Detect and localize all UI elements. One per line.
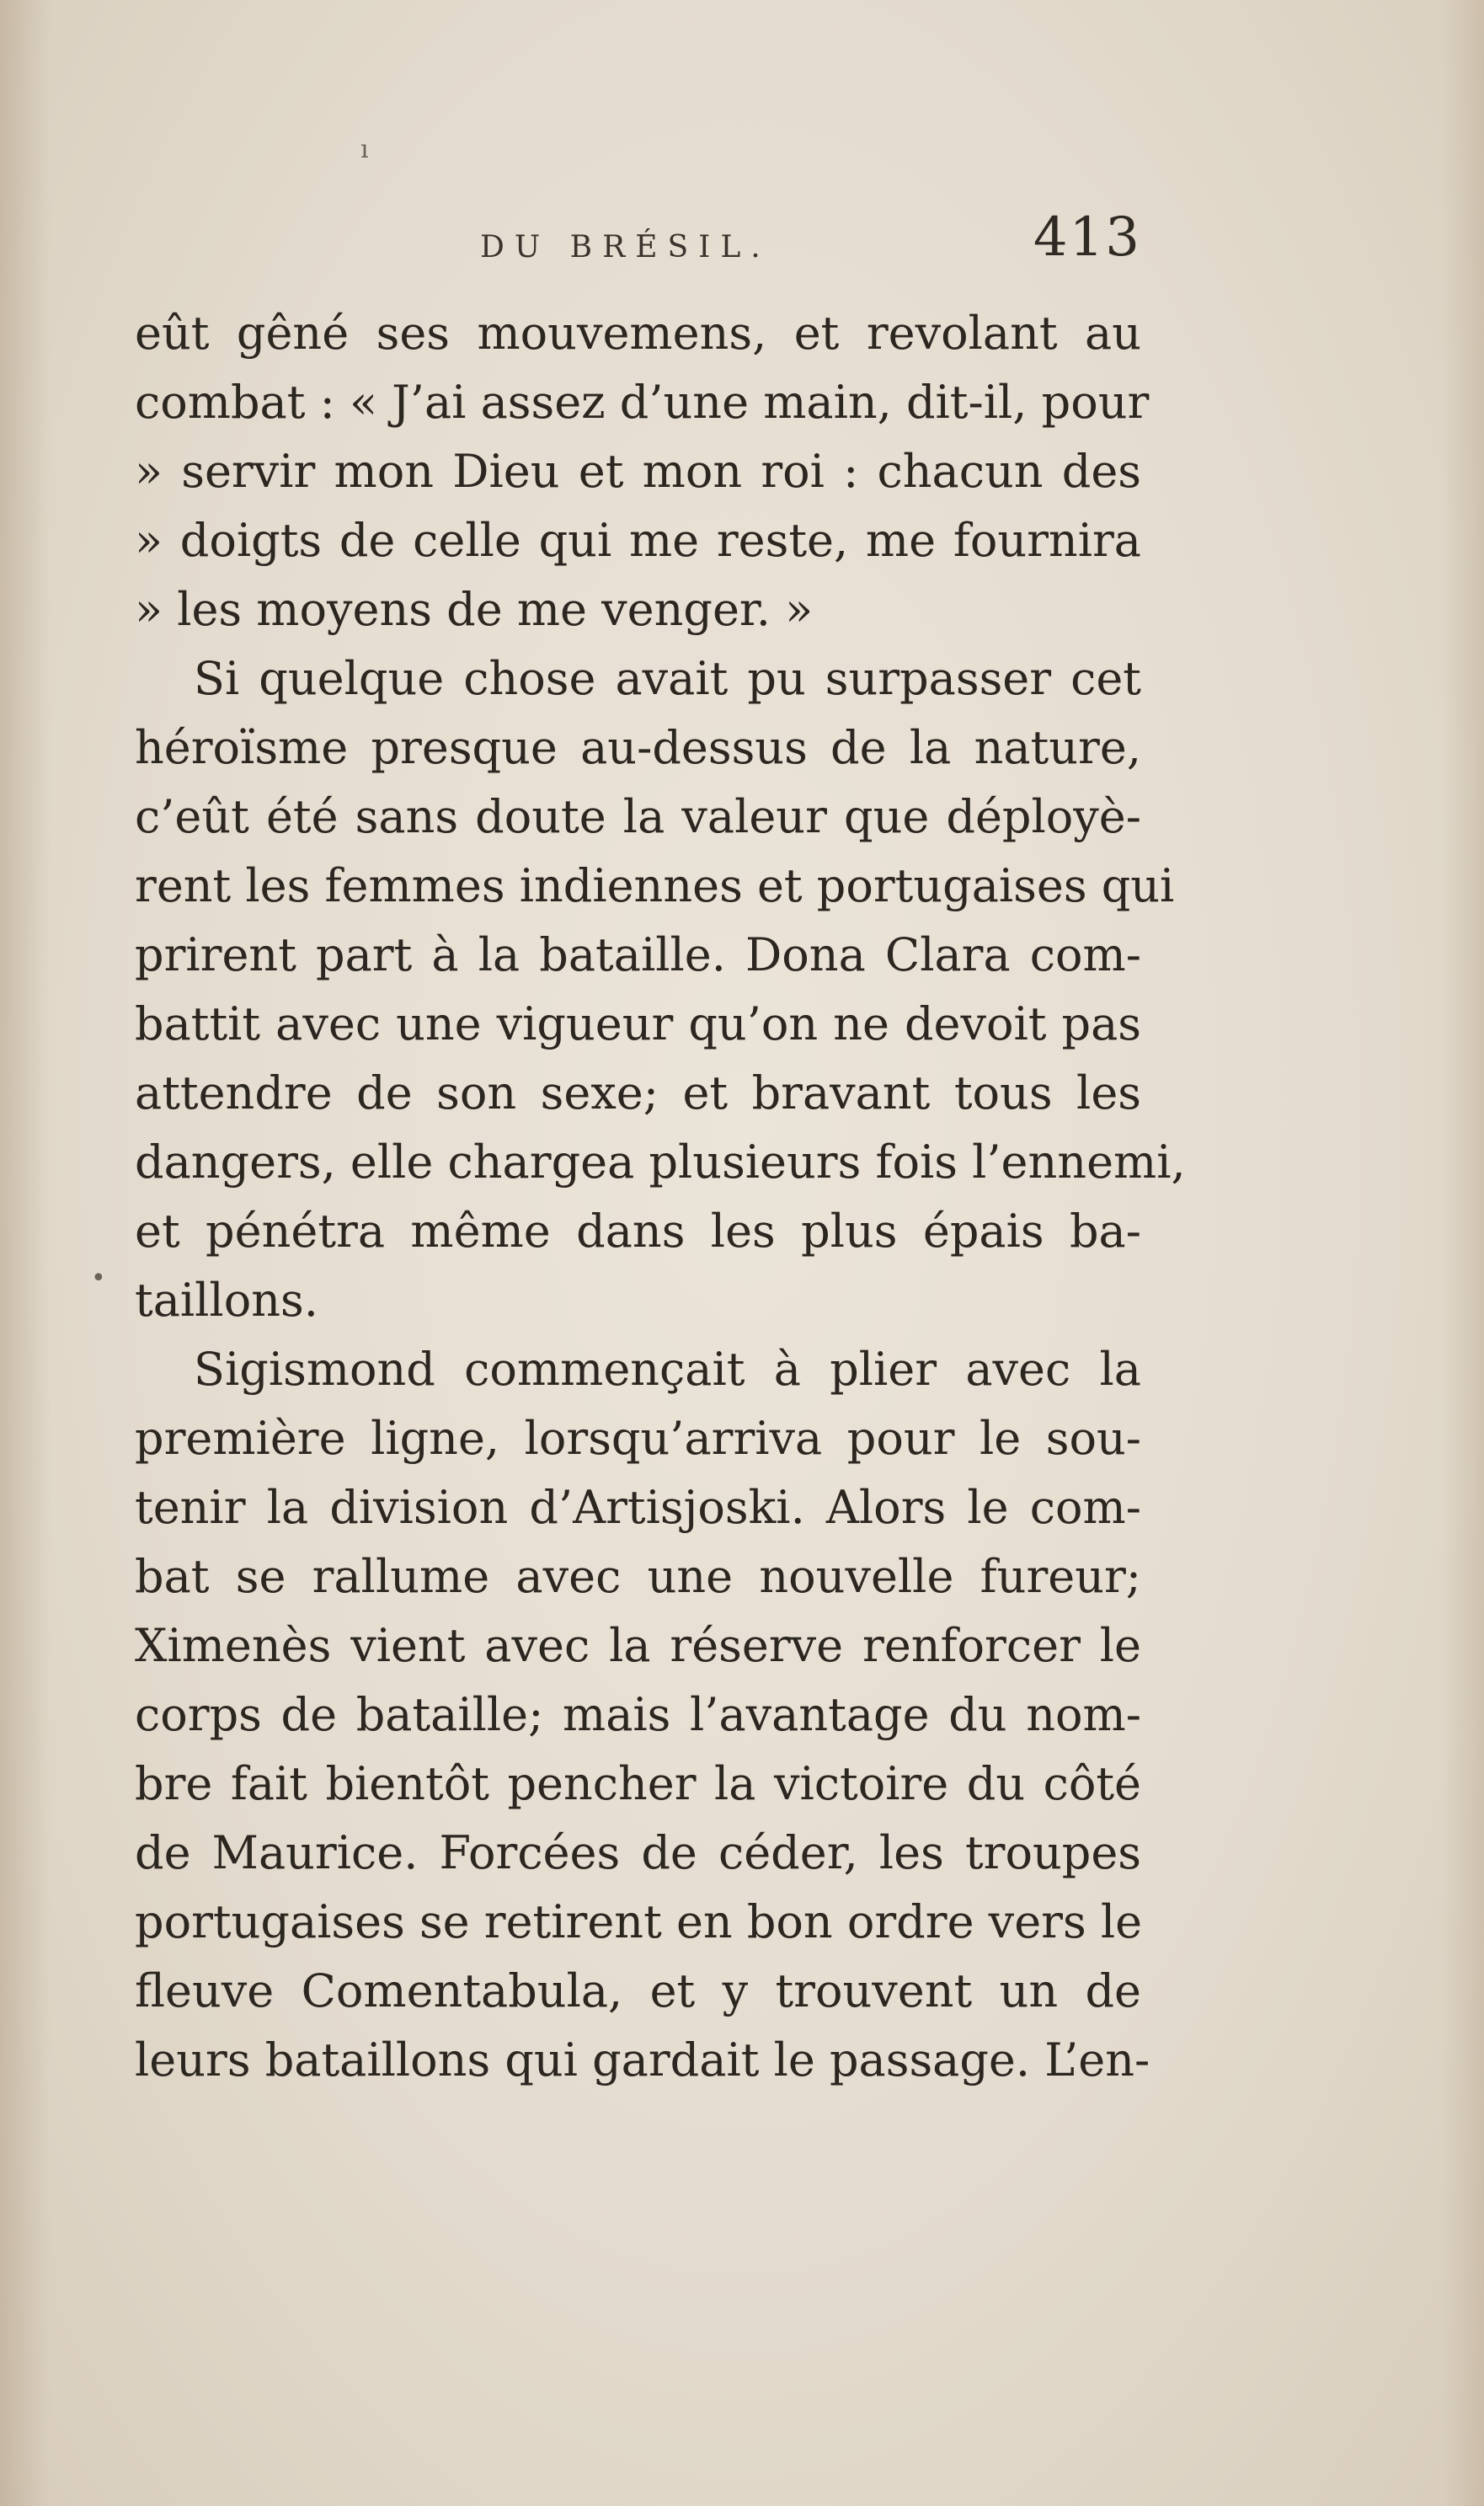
text-line: attendre de son sexe; et bravant tous les: [135, 1066, 1141, 1119]
text-line: Sigismond commençait à plier avec la: [194, 1343, 1141, 1396]
text-line: » les moyens de me venger. »: [135, 583, 814, 636]
text-line: rent les femmes indiennes et portugaises qui: [135, 859, 1175, 912]
text-line: de Maurice. Forcées de céder, les troupes: [135, 1826, 1141, 1879]
text-line: » doigts de celle qui me reste, me fournira: [135, 514, 1141, 567]
text-line: Si quelque chose avait pu surpasser cet: [194, 652, 1141, 705]
text-line: battit avec une vigueur qu’on ne devoit pas: [135, 997, 1141, 1050]
running-head: DU BRÉSIL.: [480, 230, 771, 264]
text-line: bre fait bientôt pencher la victoire du côté: [135, 1757, 1141, 1810]
body-text: [135, 299, 1186, 2095]
text-line: corps de bataille; mais l’avantage du nom-: [135, 1688, 1141, 1741]
text-line: bat se rallume avec une nouvelle fureur;: [135, 1550, 1141, 1603]
text-line: combat : « J’ai assez d’une main, dit-il, pour: [135, 376, 1150, 429]
text-line: eût gêné ses mouvemens, et revolant au: [135, 307, 1141, 360]
text-line: taillons.: [135, 1274, 318, 1327]
stray-ink-mark: ı: [360, 135, 369, 164]
stray-ink-mark: •: [91, 1264, 106, 1293]
text-line: leurs bataillons qui gardait le passage. L’en-: [135, 2033, 1150, 2087]
page-number: 413: [1033, 206, 1141, 269]
text-line: tenir la division d’Artisjoski. Alors le com-: [135, 1481, 1141, 1534]
text-line: dangers, elle chargea plusieurs fois l’ennemi,: [135, 1135, 1186, 1189]
page-header: [135, 206, 1141, 282]
text-line: c’eût été sans doute la valeur que déployè-: [135, 790, 1141, 843]
text-line: » servir mon Dieu et mon roi : chacun des: [135, 445, 1141, 498]
text-line: et pénétra même dans les plus épais ba-: [135, 1205, 1141, 1258]
text-line: prirent part à la bataille. Dona Clara com-: [135, 928, 1141, 981]
text-line: fleuve Comentabula, et y trouvent un de: [135, 1964, 1141, 2017]
text-line: Ximenès vient avec la réserve renforcer le: [135, 1619, 1141, 1672]
text-line: héroïsme presque au-dessus de la nature,: [135, 721, 1141, 774]
text-line: première ligne, lorsqu’arriva pour le sou-: [135, 1412, 1141, 1465]
text-line: portugaises se retirent en bon ordre vers le: [135, 1895, 1143, 1948]
